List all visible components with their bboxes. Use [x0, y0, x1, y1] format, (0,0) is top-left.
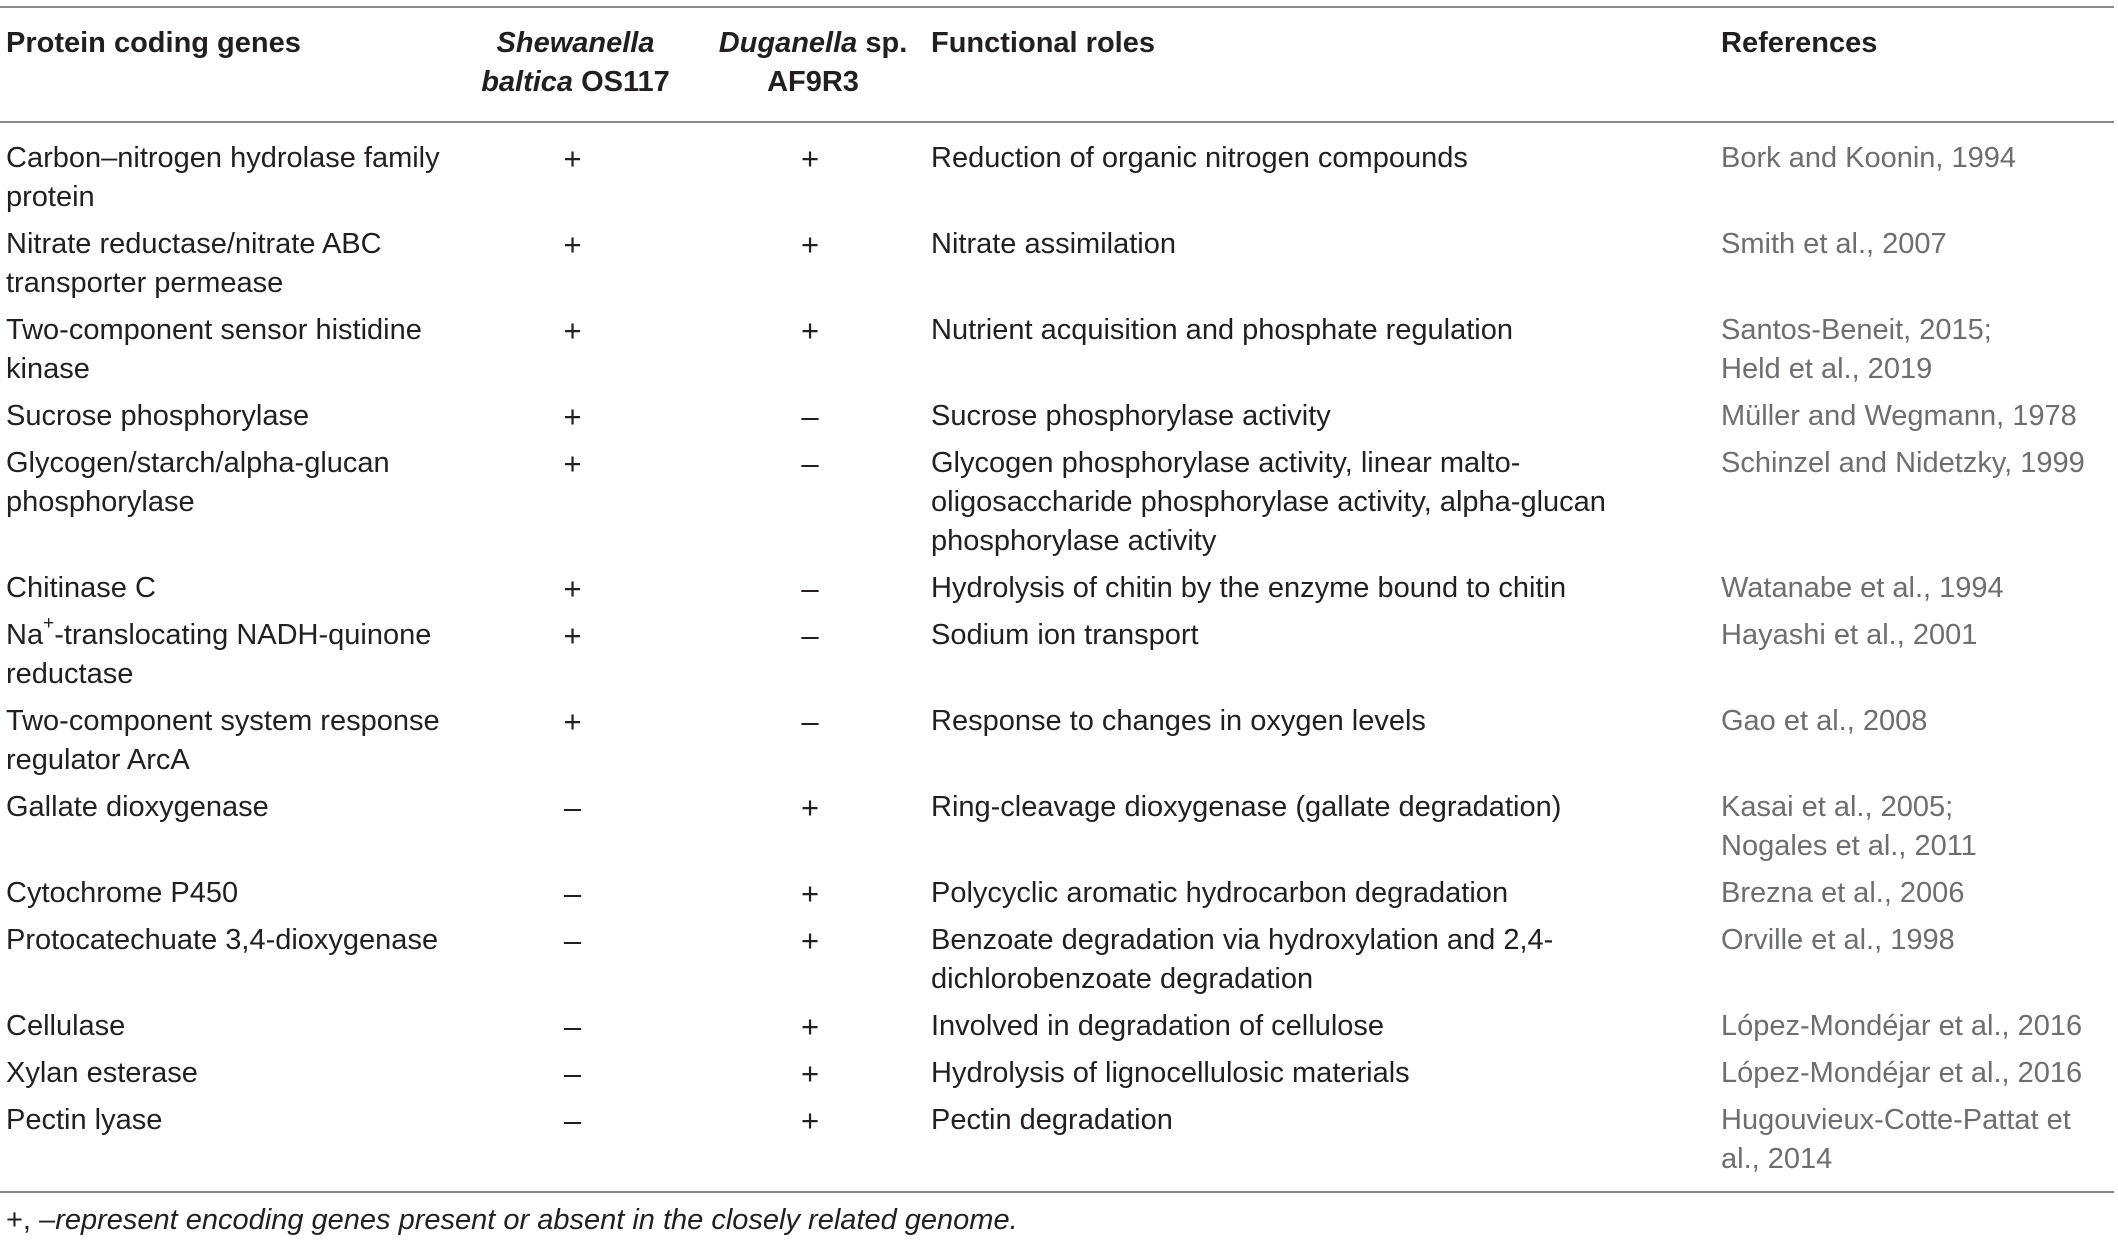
- role-cell: Glycogen phosphorylase activity, linear malto-oligosaccharide phosphorylase activity, alpha-glucan phosphorylase activity: [931, 447, 1606, 557]
- gene-cell: Two-component sensor histidine kinase: [6, 314, 422, 385]
- header-duganella: [695, 7, 925, 122]
- shewanella-presence: +: [563, 704, 582, 739]
- role-cell: Hydrolysis of lignocellulosic materials: [931, 1057, 1410, 1089]
- shewanella-presence: –: [563, 790, 582, 825]
- reference-link[interactable]: Müller and Wegmann, 1978: [1721, 400, 2077, 432]
- role-cell: Response to changes in oxygen levels: [931, 705, 1426, 737]
- gene-cell: Cytochrome P450: [6, 877, 239, 909]
- header-shewanella: [450, 7, 695, 122]
- table-row: [0, 1050, 2114, 1097]
- reference-link[interactable]: Brezna et al., 2006: [1721, 877, 1965, 909]
- reference-link[interactable]: Smith et al., 2007: [1721, 228, 1947, 260]
- gene-cell: Protocatechuate 3,4-dioxygenase: [6, 924, 439, 956]
- shewanella-presence: +: [563, 446, 582, 481]
- footnote-symbols: +, –: [6, 1204, 56, 1236]
- duganella-presence: –: [801, 399, 819, 434]
- gene-superscript: +: [43, 613, 55, 635]
- duganella-presence: –: [801, 704, 819, 739]
- shewanella-presence: +: [563, 141, 582, 176]
- gene-cell: Carbon–nitrogen hydrolase family protein: [6, 142, 440, 213]
- gene-cell: Glycogen/starch/alpha-glucan phosphorylase: [6, 447, 390, 518]
- duganella-presence: +: [800, 1103, 820, 1138]
- shewanella-presence: –: [563, 1103, 582, 1138]
- gene-prefix: Na: [6, 619, 44, 651]
- table-row: [0, 440, 2114, 565]
- role-cell: Polycyclic aromatic hydrocarbon degradation: [931, 877, 1509, 909]
- shewanella-presence: +: [563, 618, 582, 653]
- gene-table: [0, 6, 2114, 1193]
- header-shewanella-strain: OS117: [573, 66, 670, 98]
- gene-suffix: -translocating NADH-quinone reductase: [6, 619, 432, 690]
- duganella-presence: +: [800, 141, 820, 176]
- shewanella-presence: –: [563, 876, 582, 911]
- shewanella-presence: +: [563, 399, 582, 434]
- gene-cell: Two-component system response regulator ArcA: [6, 705, 440, 776]
- gene-cell: Cellulase: [6, 1010, 126, 1042]
- shewanella-presence: –: [563, 1056, 582, 1091]
- reference-link[interactable]: Orville et al., 1998: [1721, 924, 1955, 956]
- header-shewanella-genus: Shewanella baltica: [481, 27, 655, 98]
- duganella-presence: +: [800, 1009, 820, 1044]
- table-row: [0, 122, 2114, 221]
- shewanella-presence: +: [563, 313, 582, 348]
- gene-cell: Chitinase C: [6, 572, 156, 604]
- gene-cell: Sucrose phosphorylase: [6, 400, 310, 432]
- role-cell: Pectin degradation: [931, 1104, 1173, 1136]
- gene-cell: Pectin lyase: [6, 1104, 163, 1136]
- header-duganella-strain: sp. AF9R3: [767, 27, 908, 98]
- gene-cell: Gallate dioxygenase: [6, 791, 269, 823]
- role-cell: Benzoate degradation via hydroxylation and 2,4-dichlorobenzoate degradation: [931, 924, 1554, 995]
- table-row: [0, 698, 2114, 784]
- gene-cell: [0, 612, 450, 698]
- duganella-presence: +: [800, 876, 820, 911]
- table-row: [0, 565, 2114, 612]
- shewanella-presence: +: [563, 571, 582, 606]
- gene-cell: Nitrate reductase/nitrate ABC transporter permease: [6, 228, 382, 299]
- shewanella-presence: +: [563, 227, 582, 262]
- role-cell: Involved in degradation of cellulose: [931, 1010, 1385, 1042]
- header-duganella-genus: Duganella: [718, 27, 858, 59]
- table-row: [0, 784, 2114, 870]
- reference-link[interactable]: López-Mondéjar et al., 2016: [1721, 1057, 2083, 1089]
- duganella-presence: +: [800, 1056, 820, 1091]
- table-row: [0, 612, 2114, 698]
- duganella-presence: –: [801, 618, 819, 653]
- reference-link[interactable]: Santos-Beneit, 2015; Held et al., 2019: [1721, 314, 1992, 385]
- role-cell: Sucrose phosphorylase activity: [931, 400, 1331, 432]
- reference-link[interactable]: Schinzel and Nidetzky, 1999: [1721, 447, 2085, 479]
- shewanella-presence: –: [563, 923, 582, 958]
- gene-cell: Xylan esterase: [6, 1057, 198, 1089]
- role-cell: Ring-cleavage dioxygenase (gallate degradation): [931, 791, 1562, 823]
- duganella-presence: –: [801, 446, 819, 481]
- table-footnote: [0, 1193, 2118, 1240]
- table-row: [0, 307, 2114, 393]
- reference-link[interactable]: Kasai et al., 2005; Nogales et al., 2011: [1721, 791, 1977, 862]
- table-row: [0, 1097, 2114, 1192]
- role-cell: Hydrolysis of chitin by the enzyme bound to chitin: [931, 572, 1567, 604]
- role-cell: Sodium ion transport: [931, 619, 1199, 651]
- reference-link[interactable]: Hayashi et al., 2001: [1721, 619, 1978, 651]
- footnote-text: represent encoding genes present or absent in the closely related genome.: [55, 1204, 1018, 1236]
- header-references: References: [1721, 27, 1878, 59]
- reference-link[interactable]: Hugouvieux-Cotte-Pattat et al., 2014: [1721, 1104, 2071, 1175]
- role-cell: Nitrate assimilation: [931, 228, 1176, 260]
- reference-link[interactable]: López-Mondéjar et al., 2016: [1721, 1010, 2083, 1042]
- role-cell: Reduction of organic nitrogen compounds: [931, 142, 1468, 174]
- header-functional-roles: Functional roles: [931, 27, 1155, 59]
- duganella-presence: +: [800, 227, 820, 262]
- role-cell: Nutrient acquisition and phosphate regulation: [931, 314, 1514, 346]
- table-body: [0, 122, 2114, 1192]
- table-row: [0, 870, 2114, 917]
- table-row: [0, 221, 2114, 307]
- table-row: [0, 917, 2114, 1003]
- shewanella-presence: –: [563, 1009, 582, 1044]
- reference-link[interactable]: Bork and Koonin, 1994: [1721, 142, 2017, 174]
- table-row: [0, 393, 2114, 440]
- header-row: [0, 7, 2114, 122]
- duganella-presence: –: [801, 571, 819, 606]
- duganella-presence: +: [800, 790, 820, 825]
- reference-link[interactable]: Gao et al., 2008: [1721, 705, 1928, 737]
- duganella-presence: +: [800, 313, 820, 348]
- table-row: [0, 1003, 2114, 1050]
- header-protein-coding-genes: Protein coding genes: [6, 27, 301, 59]
- reference-link[interactable]: Watanabe et al., 1994: [1721, 572, 2004, 604]
- duganella-presence: +: [800, 923, 820, 958]
